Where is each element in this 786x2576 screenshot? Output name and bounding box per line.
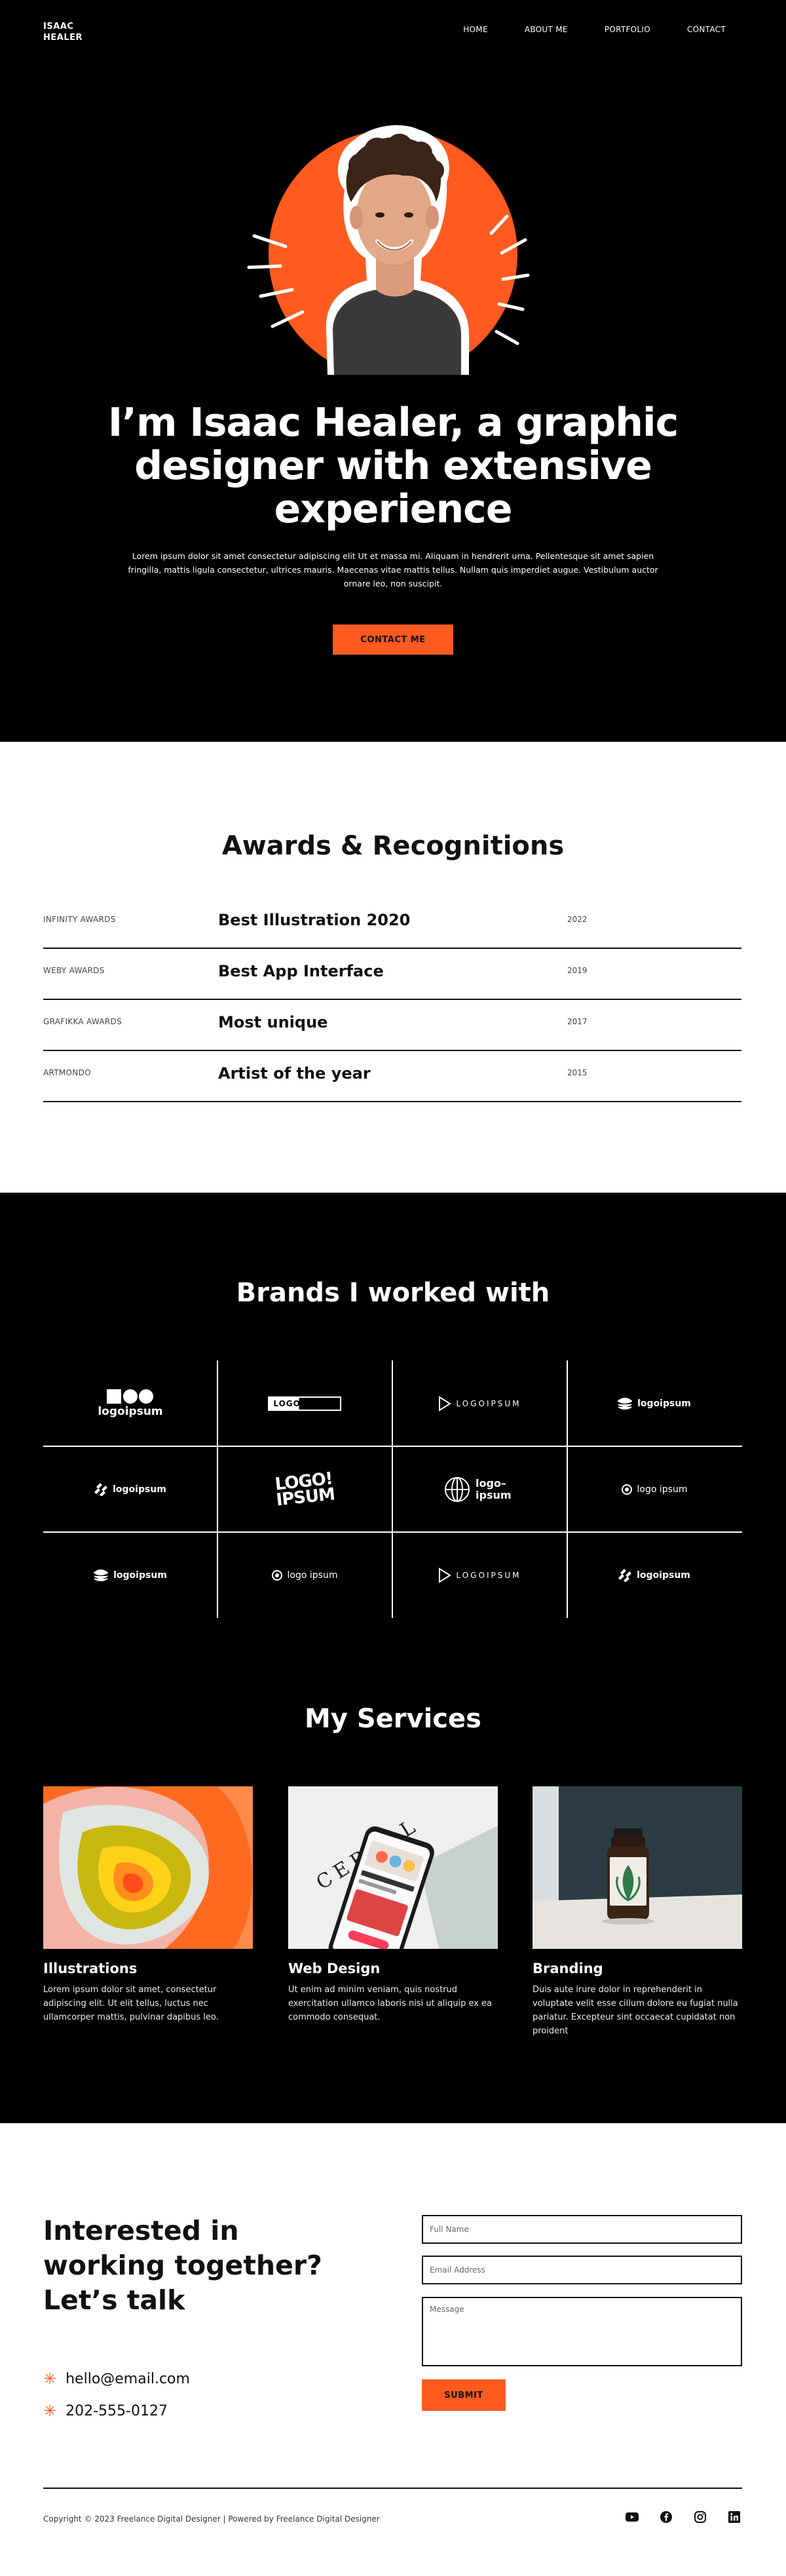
contact-section xyxy=(0,2123,786,2488)
award-title: Artist of the year xyxy=(218,1064,371,1083)
asterisk-icon: ✳ xyxy=(43,2402,57,2420)
brand-logo xyxy=(217,1360,392,1446)
award-year: 2019 xyxy=(567,966,588,975)
award-year: 2022 xyxy=(567,915,588,924)
service-description: Ut enim ad minim veniam, quis nostrud exercitation ullamco laboris nisi ut aliquip ex ea commodo consequat. xyxy=(288,1985,493,2022)
brand-logo xyxy=(392,1360,567,1446)
site-logo[interactable]: ISAAC HEALER xyxy=(43,22,83,43)
service-image xyxy=(43,1786,253,1949)
service-description: Lorem ipsum dolor sit amet, consectetur adipiscing elit. Ut elit tellus, luctus nec ullamcorper mattis, pulvinar dapibus leo. xyxy=(43,1985,219,2022)
hero-section xyxy=(0,0,786,742)
instagram-icon[interactable] xyxy=(692,2509,709,2526)
brand-logo-text: logoipsum xyxy=(113,1484,166,1495)
service-image xyxy=(533,1786,742,1949)
submit-button[interactable]: SUBMIT xyxy=(422,2379,506,2411)
service-title: Branding xyxy=(533,1961,603,1976)
social-links xyxy=(624,2509,743,2526)
service-image xyxy=(288,1786,498,1949)
email-text[interactable]: hello@email.com xyxy=(66,2370,190,2387)
arrow-logo-icon xyxy=(438,1396,451,1412)
stack-logo-icon xyxy=(618,1397,632,1410)
service-title: Illustrations xyxy=(43,1961,138,1976)
award-row xyxy=(43,949,741,1000)
nav-portfolio[interactable]: PORTFOLIO xyxy=(604,25,650,34)
nav-about[interactable]: ABOUT ME xyxy=(524,25,568,34)
hero-title: I’m Isaac Healer, a graphic designer with extensive experience xyxy=(107,400,679,532)
brand-logo xyxy=(392,1446,567,1532)
boxed-logo: LOGO IPSUM xyxy=(268,1396,341,1411)
brand-logo-text: logoipsum xyxy=(113,1569,167,1581)
award-organization: INFINITY AWARDS xyxy=(43,915,116,924)
award-year: 2015 xyxy=(567,1068,588,1077)
brand-logo-text: LOGOIPSUM xyxy=(456,1398,521,1408)
brands-services-section xyxy=(0,1193,786,2123)
hero-description: Lorem ipsum dolor sit amet consectetur adipiscing elit Ut et massa mi. Aliquam in hendrerit urna. Pellentesque sit amet sapien fringilla, mattis ligula consectetur, ultrices mauris. Maecenas vitae mattis tellus. Nullam quis imperdiet augue. Vestibulum auctor ornare leo, non suscipit. xyxy=(128,551,658,588)
brand-logo-text: logoipsum xyxy=(637,1398,691,1409)
nav-home[interactable]: HOME xyxy=(463,25,488,34)
brand-logo xyxy=(217,1446,392,1532)
service-card xyxy=(288,1786,498,2024)
copyright-text: Copyright © 2023 Freelance Digital Designer | Powered by Freelance Digital Designer xyxy=(43,2514,380,2524)
arrow-logo-icon xyxy=(438,1567,451,1583)
service-card xyxy=(43,1786,253,2024)
brand-logo xyxy=(567,1360,741,1446)
brand-logo xyxy=(43,1360,217,1446)
award-title: Best App Interface xyxy=(218,962,384,980)
youtube-icon[interactable] xyxy=(624,2509,641,2526)
award-row xyxy=(43,898,741,949)
brand-logo xyxy=(392,1532,567,1618)
circle-logo-icon xyxy=(622,1484,632,1495)
brand-logo xyxy=(567,1532,741,1618)
script-logo: LOGO! IPSUM xyxy=(274,1469,336,1510)
circle-logo-icon xyxy=(272,1570,282,1581)
diamond-grid-logo-icon xyxy=(94,1483,107,1496)
brands-grid xyxy=(43,1360,742,1618)
globe-logo-icon xyxy=(444,1476,470,1503)
service-title: Web Design xyxy=(288,1961,381,1976)
brand-logo-text: logoipsum xyxy=(98,1404,163,1418)
shapes-logo-icon xyxy=(107,1389,154,1404)
linkedin-icon[interactable] xyxy=(726,2509,743,2526)
footer-divider xyxy=(43,2488,742,2489)
awards-section xyxy=(0,742,786,1193)
full-name-field[interactable] xyxy=(422,2215,742,2244)
brand-logo xyxy=(217,1532,392,1618)
awards-title: Awards & Recognitions xyxy=(221,831,565,861)
brand-logo xyxy=(43,1446,217,1532)
asterisk-icon: ✳ xyxy=(43,2370,57,2388)
contact-title: Interested in working together? Let’s talk xyxy=(43,2215,322,2316)
stack-logo-icon xyxy=(94,1569,108,1582)
nav-contact[interactable]: CONTACT xyxy=(686,25,726,34)
brand-logo-text: logoipsum xyxy=(637,1569,690,1581)
brand-logo-text: logo– ipsum xyxy=(476,1476,512,1501)
brand-logo-text: logo ipsum xyxy=(637,1484,688,1495)
services-title: My Services xyxy=(305,1704,481,1734)
award-organization: WEBY AWARDS xyxy=(43,966,105,975)
award-organization: GRAFIKKA AWARDS xyxy=(43,1017,122,1026)
email-field[interactable] xyxy=(422,2256,742,2284)
contact-phone xyxy=(43,2402,168,2420)
service-card xyxy=(533,1786,742,2038)
brand-logo xyxy=(43,1532,217,1618)
brand-logo-text: LOGOIPSUM xyxy=(456,1570,521,1580)
award-row xyxy=(43,1051,741,1102)
brand-logo xyxy=(567,1446,741,1532)
diamond-grid-logo-icon xyxy=(618,1569,631,1582)
phone-text[interactable]: 202-555-0127 xyxy=(66,2402,168,2419)
brands-title: Brands I worked with xyxy=(236,1278,550,1308)
bottle-branding-image xyxy=(533,1786,742,1949)
footer xyxy=(0,2488,786,2576)
facebook-icon[interactable] xyxy=(658,2509,675,2526)
main-nav xyxy=(463,25,726,34)
phone-mockup-image xyxy=(288,1786,498,1949)
abstract-illustration-image xyxy=(43,1786,253,1949)
award-title: Most unique xyxy=(218,1013,328,1031)
award-row xyxy=(43,1000,741,1051)
award-organization: ARTMONDO xyxy=(43,1068,91,1077)
service-description: Duis aute irure dolor in reprehenderit in voluptate velit esse cillum dolore eu fugiat nulla pariatur. Excepteur sint occaecat cupidatat non proident xyxy=(533,1985,738,2036)
brand-logo-text: logo ipsum xyxy=(287,1569,338,1581)
message-field[interactable] xyxy=(422,2297,742,2366)
award-title: Best Illustration 2020 xyxy=(218,911,411,929)
contact-email xyxy=(43,2370,190,2388)
contact-me-button[interactable]: CONTACT ME xyxy=(333,625,453,655)
award-year: 2017 xyxy=(567,1017,588,1026)
hero-portrait xyxy=(242,118,544,375)
